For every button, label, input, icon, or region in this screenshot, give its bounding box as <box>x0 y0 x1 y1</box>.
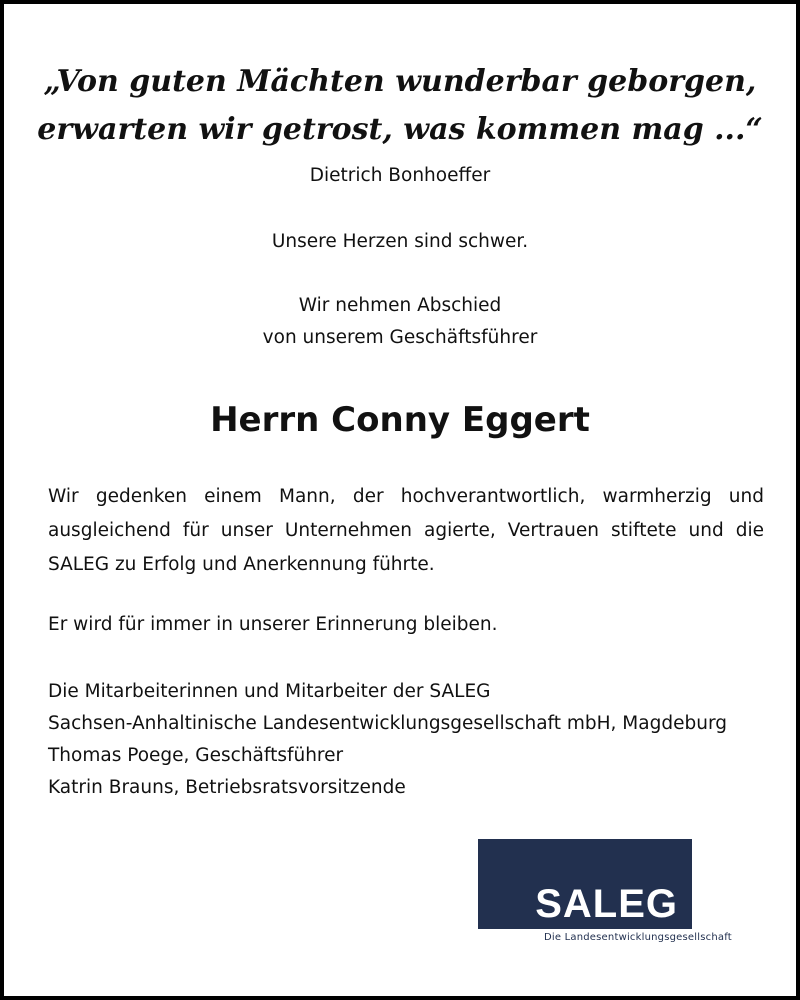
signer-line: Die Mitarbeiterinnen und Mitarbeiter der SALEG <box>48 681 491 702</box>
signer-line: Sachsen-Anhaltinische Landesentwicklungsgesellschaft mbH, Magdeburg <box>48 713 727 734</box>
farewell-line-2: von unserem Geschäftsführer <box>262 327 538 348</box>
logo-wordmark: SALEG <box>535 882 678 926</box>
signer-line: Thomas Poege, Geschäftsführer <box>48 745 344 766</box>
signers-block <box>48 676 778 804</box>
memory-paragraph: Er wird für immer in unserer Erinnerung bleiben. <box>48 614 498 635</box>
deceased-name: Herrn Conny Eggert <box>210 400 590 440</box>
quote-author: Dietrich Bonhoeffer <box>309 165 491 186</box>
quote-line-2: erwarten wir getrost, was kommen mag ...“ <box>37 112 763 147</box>
tribute-paragraph: Wir gedenken einem Mann, der hochverantwortlich, warmherzig und ausgleichend für unser Unternehmen agierte, Vertrauen stiftete und die SALEG zu Erfolg und Anerkennung führte. <box>48 486 764 575</box>
hearts-line: Unsere Herzen sind schwer. <box>271 231 529 252</box>
saleg-logo <box>478 839 692 929</box>
farewell-line-1: Wir nehmen Abschied <box>298 295 502 316</box>
quote-line-1: „Von guten Mächten wunderbar geborgen, <box>43 64 757 99</box>
signer-line: Katrin Brauns, Betriebsratsvorsitzende <box>48 777 406 798</box>
logo-tagline: Die Landesentwicklungsgesellschaft <box>544 932 732 943</box>
